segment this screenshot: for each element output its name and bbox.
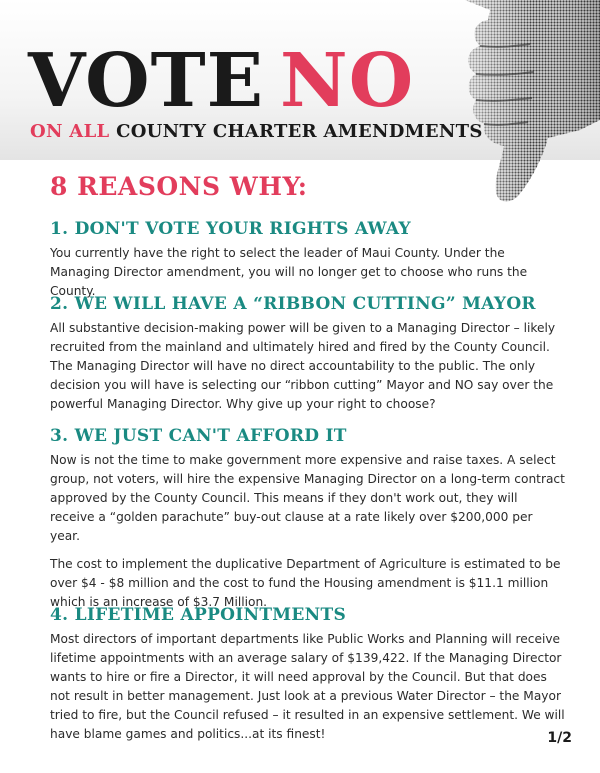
section-4-title: 4. LIFETIME APPOINTMENTS: [50, 605, 347, 625]
section-3-text-2: The cost to implement the duplicative Department of Agriculture is estimated to be over $4 - $8 million and the cost to fund the Housing amendment is $11.1 million which is an increase of $3.7 Million.: [50, 557, 561, 609]
page-number: 1/2: [547, 730, 572, 746]
reasons-heading: 8 REASONS WHY:: [50, 172, 308, 201]
title-no: NO: [280, 38, 415, 124]
section-3-text-1: Now is not the time to make government more expensive and raise taxes. A select group, not voters, will hire the expensive Managing Director on a long-term contract approved by the County Council. This means if they don't work out, they will receive a “golden parachute” buy-out clause at a rate likely over $200,000 per year.: [50, 453, 565, 543]
section-1-text: You currently have the right to select the leader of Maui County. Under the Managing Director amendment, you will no longer get to choose who runs the County.: [50, 246, 528, 298]
section-2: [50, 294, 565, 414]
section-4: [50, 605, 565, 744]
thumbs-down-icon: [430, 0, 600, 205]
vote-no-title: [28, 38, 415, 124]
title-vote: VOTE: [28, 38, 265, 124]
section-4-text: Most directors of important departments like Public Works and Planning will receive lifetime appointments with an average salary of $139,422. If the Managing Director wants to hire or fire a Director, it will need approval by the Council. But that does not result in better management. Just look at a previous Water Director – the Mayor tried to fire, but the Council refused – it resulted in an expensive settlement. We will have blame games and politics...at its finest!: [50, 632, 565, 741]
section-2-text: All substantive decision-making power will be given to a Managing Director – likely recruited from the mainland and ultimately hired and fired by the County Council. The Managing Director will have no direct accountability to the public. The only decision you will have is selecting our “ribbon cutting” Mayor and NO say over the powerful Managing Director. Why give up your right to choose?: [50, 321, 556, 411]
section-1-title: 1. DON'T VOTE YOUR RIGHTS AWAY: [50, 219, 411, 239]
section-1: [50, 219, 565, 301]
section-3: [50, 426, 565, 612]
section-3-title: 3. WE JUST CAN'T AFFORD IT: [50, 426, 347, 446]
section-2-title: 2. WE WILL HAVE A “RIBBON CUTTING” MAYOR: [50, 294, 536, 314]
subtitle: [30, 121, 483, 142]
subtitle-charter-amendments: COUNTY CHARTER AMENDMENTS: [116, 121, 483, 142]
subtitle-on-all: ON ALL: [30, 121, 110, 142]
